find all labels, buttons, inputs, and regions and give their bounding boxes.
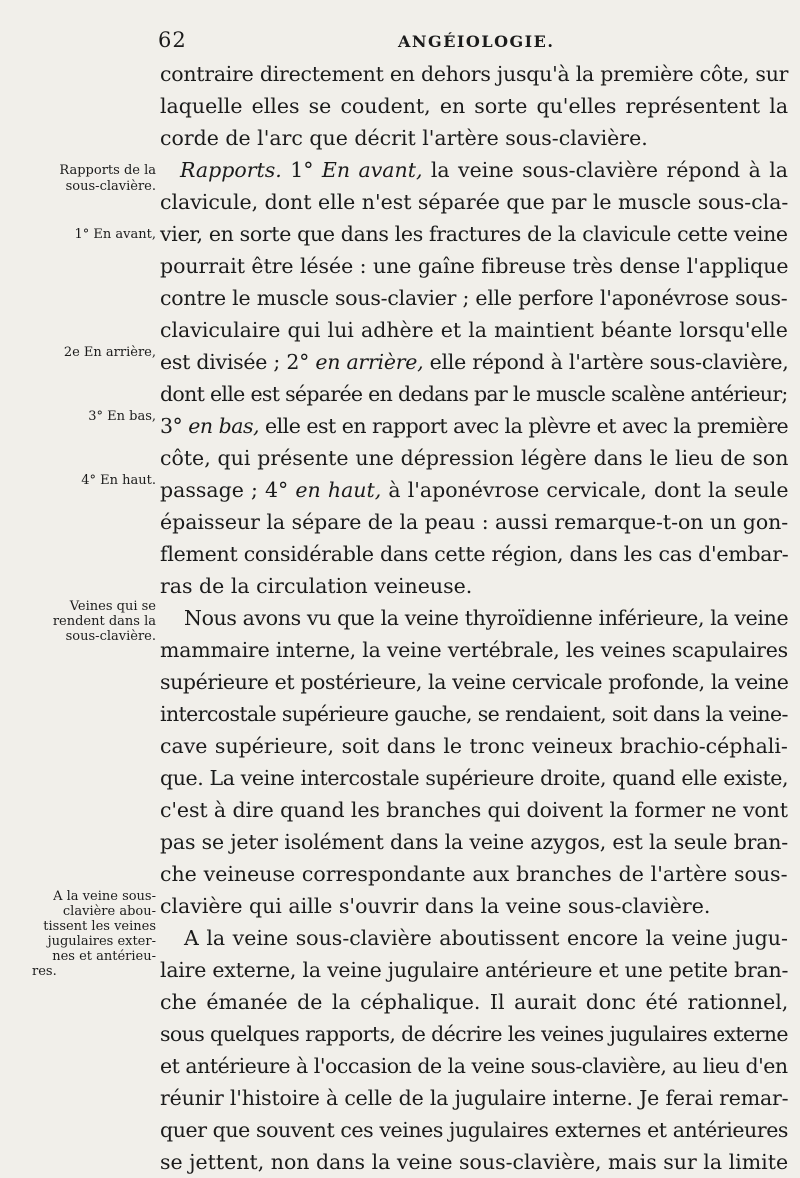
margin-note-en-bas: 3° En bas, (88, 409, 156, 424)
running-head: ANGÉIOLOGIE. (398, 32, 555, 51)
margin-note-jugulaires: nes et antérieu- (52, 949, 156, 964)
text-line: pourrait être lésée : une gaîne fibreuse très dense l'applique (160, 254, 789, 278)
text-line: laquelle elles se coudent, en sorte qu'elles représentent la (160, 94, 789, 118)
text-line: sous quelques rapports, de décrire les veines jugulaires externe (160, 1022, 788, 1046)
text-line: supérieure et postérieure, la veine cervicale profonde, la veine (160, 670, 789, 694)
text-line: intercostale supérieure gauche, se rendaient, soit dans la veine- (160, 702, 788, 726)
margin-note-veines: Veines qui se (69, 599, 156, 614)
text-line: épaisseur la sépare de la peau : aussi remarque-t-on un gon- (160, 510, 789, 534)
text-line: che veineuse correspondante aux branches de l'artère sous- (160, 862, 788, 886)
margin-note-veines: rendent dans la (52, 614, 156, 629)
text-line: contraire directement en dehors jusqu'à la première côte, sur (160, 62, 789, 86)
text-line: clavière qui aille s'ouvrir dans la veine sous-clavière. (160, 894, 711, 918)
page-number: 62 (158, 28, 187, 52)
text-line: flement considérable dans cette région, dans les cas d'embar- (160, 542, 789, 566)
margin-note-rapports: Rapports de la (59, 163, 156, 178)
text-line: dont elle est séparée en dedans par le muscle scalène antérieur; (160, 382, 788, 406)
text-line: clavicule, dont elle n'est séparée que par le muscle sous-cla- (160, 190, 789, 214)
text-line: laire externe, la veine jugulaire antérieure et une petite bran- (160, 958, 789, 982)
text-line: A la veine sous-clavière aboutissent encore la veine jugu- (184, 926, 788, 950)
text-line: claviculaire qui lui adhère et la maintient béante lorsqu'elle (160, 318, 788, 342)
margin-note-en-haut: 4° En haut. (81, 473, 156, 488)
text-line: pas se jeter isolément dans la veine azygos, est la seule bran- (160, 830, 789, 854)
margin-note-en-avant: 1° En avant, (74, 227, 156, 242)
margin-note-jugulaires: tissent les veines (43, 919, 156, 934)
text-line: que. La veine intercostale supérieure droite, quand elle existe, (160, 766, 789, 790)
text-line: Nous avons vu que la veine thyroïdienne inférieure, la veine (184, 606, 789, 630)
text-line: passage ; 4° en haut, à l'aponévrose cervicale, dont la seule (160, 478, 789, 502)
text-line: vier, en sorte que dans les fractures de la clavicule cette veine (160, 222, 788, 246)
text-line: côte, qui présente une dépression légère dans le lieu de son (160, 446, 789, 470)
text-line: quer que souvent ces veines jugulaires externes et antérieures (160, 1118, 789, 1142)
text-line: et antérieure à l'occasion de la veine sous-clavière, au lieu d'en (160, 1054, 788, 1078)
text-line: Rapports. 1° En avant, la veine sous-clavière répond à la (180, 158, 788, 182)
margin-note-jugulaires: res. (32, 964, 57, 979)
text-line: 3° en bas, elle est en rapport avec la plèvre et avec la première (160, 414, 789, 438)
text-line: ras de la circulation veineuse. (160, 574, 473, 598)
margin-note-veines: sous-clavière. (65, 629, 156, 644)
text-line: contre le muscle sous-clavier ; elle perfore l'aponévrose sous- (160, 286, 788, 310)
margin-note-en-arriere: 2e En arrière, (63, 345, 156, 360)
margin-note-jugulaires: A la veine sous- (53, 889, 156, 904)
text-line: réunir l'histoire à celle de la jugulaire interne. Je ferai remar- (160, 1086, 789, 1110)
page-header (158, 28, 738, 58)
text-line: est divisée ; 2° en arrière, elle répond à l'artère sous-clavière, (160, 350, 789, 374)
text-line: c'est à dire quand les branches qui doivent la former ne vont (160, 798, 788, 822)
margin-note-jugulaires: clavière abou- (62, 904, 156, 919)
text-line: mammaire interne, la veine vertébrale, les veines scapulaires (160, 638, 788, 662)
text-line: se jettent, non dans la veine sous-clavière, mais sur la limite (160, 1150, 789, 1174)
margin-note-jugulaires: jugulaires exter- (47, 934, 156, 949)
text-line: che émanée de la céphalique. Il aurait donc été rationnel, (160, 990, 789, 1014)
text-line: corde de l'arc que décrit l'artère sous-clavière. (160, 126, 648, 150)
text-line: cave supérieure, soit dans le tronc veineux brachio-céphali- (160, 734, 788, 758)
margin-note-rapports: sous-clavière. (65, 179, 156, 194)
